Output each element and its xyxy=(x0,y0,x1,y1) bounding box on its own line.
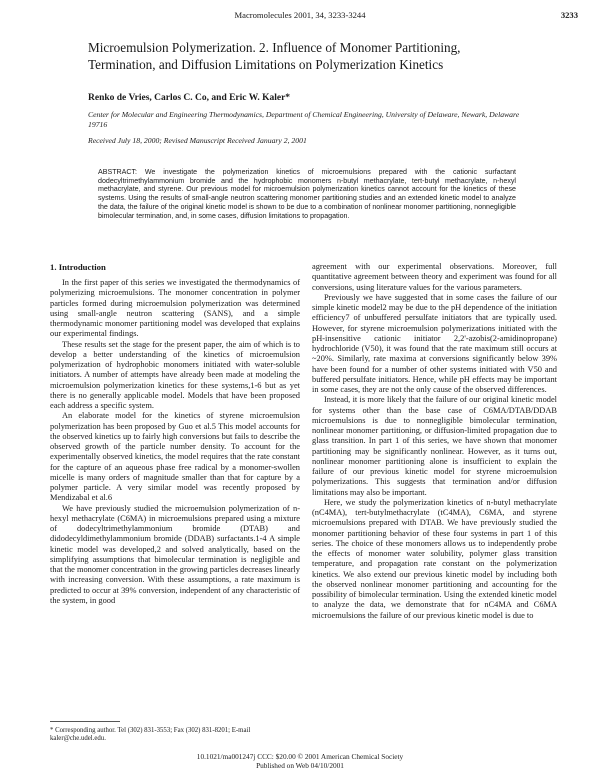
author-affiliation: Center for Molecular and Engineering Thermodynamics, Department of Chemical Engineering, University of Delaware, Newark, Delaware 19716 xyxy=(88,110,520,130)
received-dates: Received July 18, 2000; Revised Manuscript Received January 2, 2001 xyxy=(88,136,307,145)
paragraph: Instead, it is more likely that the failure of our original kinetic model for systems other than the base case of C6MA/DTAB/DDAB microemulsions is due to nonnegligible bimolecular termination, nonlinear monomer partitioning, or diffusion-limited propagation due to glass transition. In part 1 of this series, we have shown that monomer partitioning may be significantly nonlinear. However, as it turns out, nonlinear monomer partitioning alone is insufficient to explain the failure of our previous kinetic model for styrene microemulsion polymerizations. This suggests that termination and/or diffusion limitations may also be important. xyxy=(312,395,557,497)
left-column xyxy=(50,262,300,606)
published-date-line: Published on Web 04/10/2001 xyxy=(256,761,344,770)
abstract: ABSTRACT: We investigate the polymerization kinetics of microemulsions prepared with the cationic surfactant dodecyltrimethylammonium bromide and the hydrophobic monomers n-butyl methacrylate, tert-butyl methacrylate, n-hexyl methacrylate, and styrene. Our previous model for microemulsion polymerization kinetics cannot account for the kinetics of these systems. Using the results of small-angle neutron scattering monomer partitioning studies and an extended kinetic model to analyze the data, the failure of the original kinetic model is shown to be due to a combination of nonlinear monomer partitioning, nonnegligible bimolecular termination, and, in some cases, diffusion limitations to propagation. xyxy=(98,168,516,220)
running-header xyxy=(22,10,578,22)
paragraph: Here, we study the polymerization kinetics of n-butyl methacrylate (nC4MA), tert-butylmethacrylate (tC4MA), C6MA, and styrene microemulsions prepared with DTAB. We have previously studied the monomer partitioning behavior of these four systems in part 1 of this series. The choice of these monomers allows us to independently probe the effects of monomer water solubility, polymer glass transition temperature, and propagation rate constant on the polymerization kinetics. We also extend our previous kinetic model by including both the observed nonlinear monomer partitioning and accounting for the possibility of bimolecular termination. Using the extended kinetic model to analyze the data, we demonstrate that for nC4MA and C6MA microemulsions the failure of our previous kinetic model is due to xyxy=(312,497,557,620)
corresponding-author-footnote: * Corresponding author. Tel (302) 831-3553; Fax (302) 831-8201; E-mail kaler@che.udel.edu. xyxy=(50,727,300,744)
page-number: 3233 xyxy=(560,10,578,20)
journal-citation: Macromolecules 2001, 34, 3233-3244 xyxy=(234,10,366,20)
paragraph: Previously we have suggested that in some cases the failure of our simple kinetic model2 may be due to the pH dependence of the initiation efficiency7 of unbuffered persulfate initiators that are typically used. However, for styrene microemulsion polymerizations initiated with the pH-insensitive cationic initiator 2,2'-azobis(2-amidinopropane) hydrochloride (V50), it was found that the rate maximum still occurs at ~20%. Similarly, rate maxima at conversions significantly below 39% have been found for a number of other systems initiated with V50 and buffered persulfate initiators. Hence, while pH effects may be important in some cases, they are not the only cause of the observed differences. xyxy=(312,292,557,394)
paragraph: We have previously studied the microemulsion polymerization of n-hexyl methacrylate (C6MA) in microemulsions prepared using a mixture of dodecyltrimethylammonium bromide (DTAB) and didodecyldimethylammonium bromide (DDAB) surfactants.1-4 A simple kinetic model was developed,2 and solved analytically, based on the simplifying assumptions that bimolecular termination is negligible and that the monomer concentration in the growing particles decreases linearly with increasing conversion. With these assumptions, a rate maximum is predicted to occur at 39% conversion, independent of any characteristic of the system, in good xyxy=(50,503,300,605)
doi-copyright-line: 10.1021/ma001247j CCC: $20.00 © 2001 American Chemical Society xyxy=(196,752,404,761)
section-heading-introduction: 1. Introduction xyxy=(50,262,106,272)
paragraph: In the first paper of this series we investigated the thermodynamics of polymerizing microemulsions. The monomer concentration in polymer particles formed during microemulsion polymerization was determined using small-angle neutron scattering (SANS), and a simple thermodynamic monomer partitioning model was developed that explains our experimental findings. xyxy=(50,278,300,339)
article-authors: Renko de Vries, Carlos C. Co, and Eric W. Kaler* xyxy=(88,93,291,103)
page-footer xyxy=(0,752,600,770)
right-column xyxy=(312,262,557,621)
paragraph: An elaborate model for the kinetics of styrene microemulsion polymerization has been proposed by Guo et al.5 This model accounts for the observed kinetics up to fairly high conversions but fails to describe the observed growth of the particle number density. To account for the experimentally observed kinetics, the model requires that the rate constant for the capture of an aqueous phase free radical by a monomer-swollen micelle is many orders of magnitude smaller than that for capture by a polymer particle. A very similar model was recently proposed by Mendizabal et al.6 xyxy=(50,411,300,503)
paragraph: These results set the stage for the present paper, the aim of which is to develop a better understanding of the kinetics of microemulsion polymerization of hydrophobic monomers initiated with water-soluble initiators. A number of attempts have already been made at modeling the microemulsion polymerization kinetics for these systems,1-6 but as yet there is no generally applicable model. Models that have been proposed each address a specific system. xyxy=(50,339,300,410)
article-title: Microemulsion Polymerization. 2. Influence of Monomer Partitioning, Termination, and Diffusion Limitations on Polymerization Kinetics xyxy=(88,40,461,72)
paragraph: agreement with our experimental observations. Moreover, full quantitative agreement between theory and experiment was found for all conversions, using literature values for the various parameters. xyxy=(312,262,557,292)
